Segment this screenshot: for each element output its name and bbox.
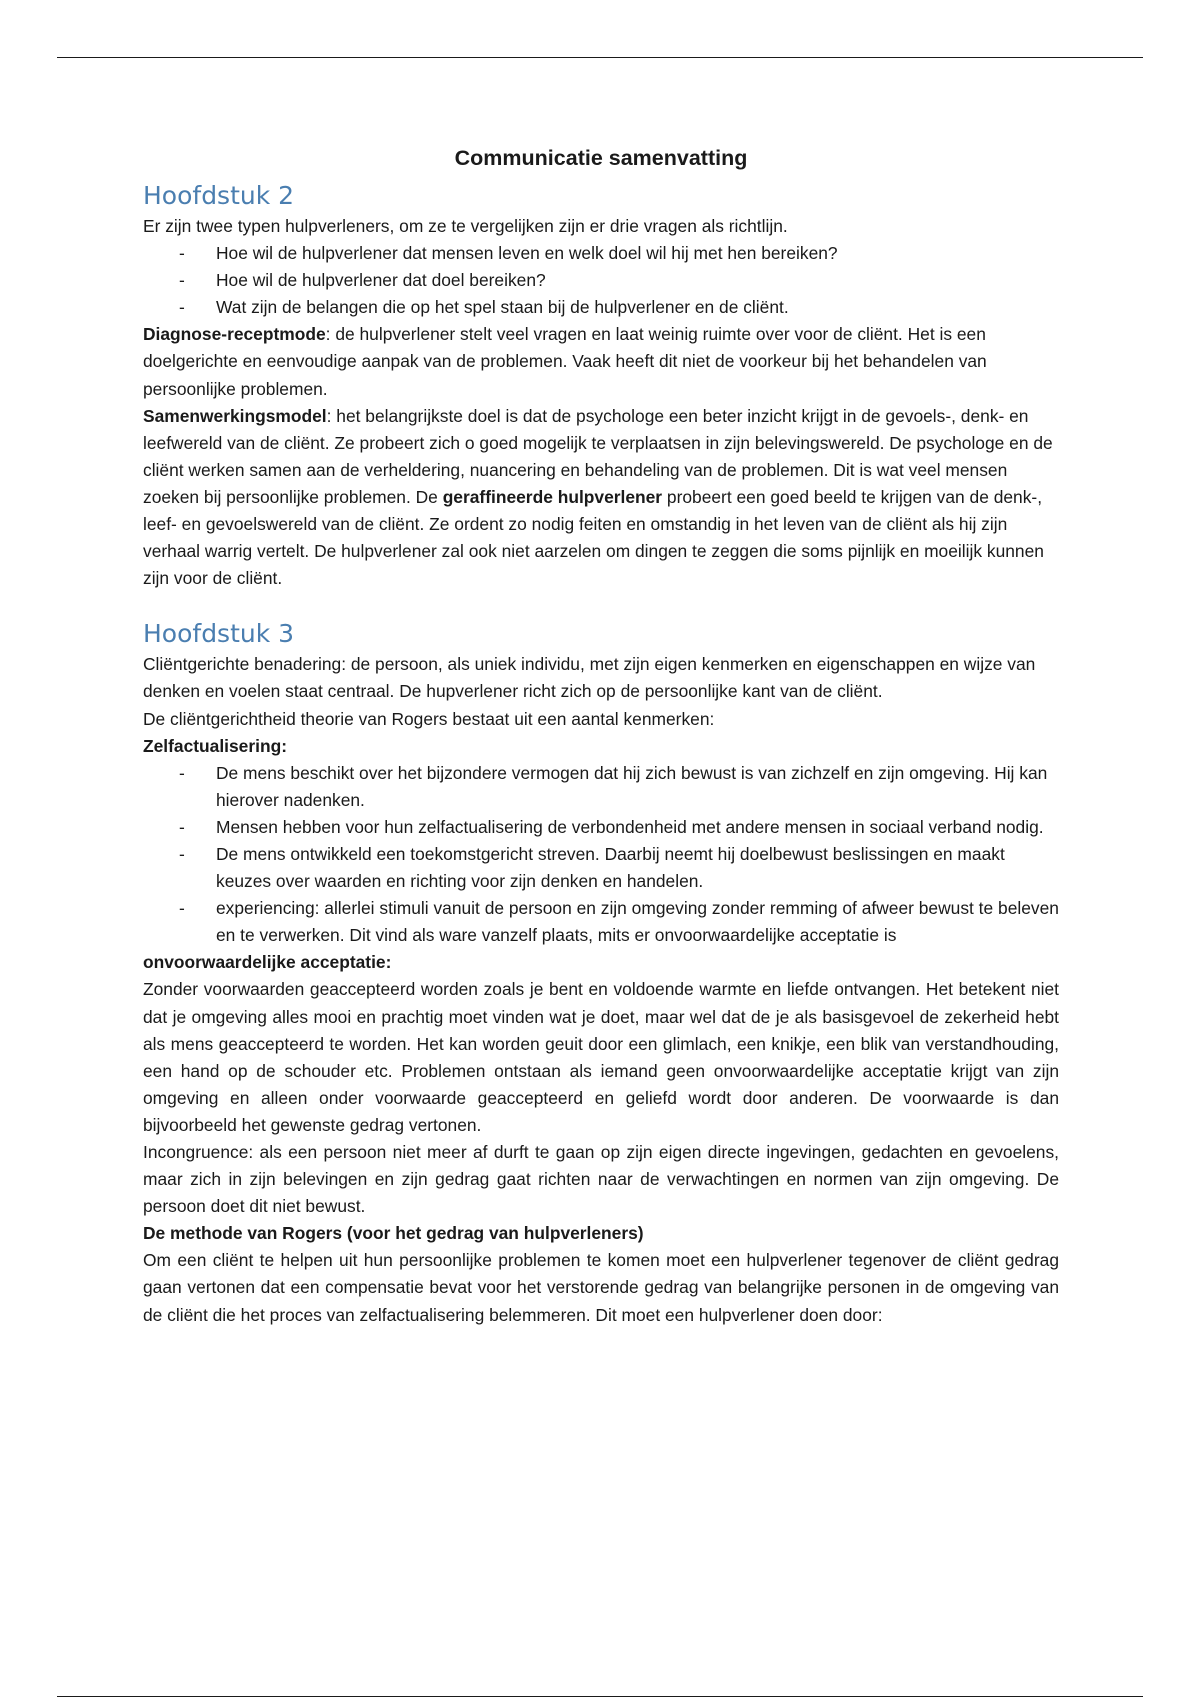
- acceptatie-paragraph: Zonder voorwaarden geaccepteerd worden zoals je bent en voldoende warmte en liefde ontvangen. Het betekent niet dat je omgeving alles mooi en prachtig moet vinden wat je doet, maar wel dat de je als basisgevoel de zekerheid hebt als mens geaccepteerd te worden. Het kan worden geuit door een glimlach, een knikje, een blik van verstandhouding, een hand op de schouder etc. Problemen ontstaan als iemand geen onvoorwaardelijke acceptatie krijgt van zijn omgeving en alleen onder voorwaarde geaccepteerd en geliefd wordt door anderen. De voorwaarde is dan bijvoorbeeld het gewenste gedrag vertonen.: [143, 979, 1059, 1135]
- list-item: [143, 267, 1059, 294]
- methode-paragraph: Om een cliënt te helpen uit hun persoonlijke problemen te komen moet een hulpverlener tegenover de cliënt gedrag gaan vertonen dat een compensatie bevat voor het verstorende gedrag van belangrijke personen in de omgeving van de cliënt die het proces van zelfactualisering belemmeren. Dit moet een hulpverlener doen door:: [143, 1250, 1059, 1325]
- methode-heading-text: De methode van Rogers (voor het gedrag van hulpverleners): [143, 1223, 644, 1244]
- list-item-text: experiencing: allerlei stimuli vanuit de persoon en zijn omgeving zonder remming of afweer bewust te beleven en te verwerken. Dit vind als ware vanzelf plaats, mits er onvoorwaardelijke acceptatie is: [216, 898, 1059, 946]
- chapter-2-intro: Er zijn twee typen hulpverleners, om ze te vergelijken zijn er drie vragen als richtlijn.: [143, 216, 788, 236]
- list-item-text: De mens ontwikkeld een toekomstgericht streven. Daarbij neemt hij doelbewust beslissingen en maakt keuzes over waarden en richting voor zijn denken en handelen.: [216, 843, 1005, 892]
- diagnose-text: : de hulpverlener stelt veel vragen en laat weinig ruimte over voor de cliënt. Het is een doelgerichte en eenvoudige aanpak van de problemen. Vaak heeft dit niet de voorkeur bij het behandelen van persoonlijke problemen.: [143, 324, 987, 399]
- geraffineerd-term: geraffineerde hulpverlener: [442, 486, 663, 507]
- dash-bullet: -: [179, 270, 185, 291]
- dash-bullet: -: [179, 762, 185, 783]
- footer-rule: [57, 1696, 1143, 1697]
- zelfactualisering-heading-text: Zelfactualisering:: [143, 735, 287, 756]
- dash-bullet: -: [179, 243, 185, 264]
- acceptatie-heading-text: onvoorwaardelijke acceptatie:: [143, 952, 392, 973]
- list-item-text: Hoe wil de hulpverlener dat doel bereiken?: [216, 270, 546, 291]
- geraffineerd-text: probeert een goed beeld te krijgen van de denk-, leef- en gevoelswereld van de cliënt. Ze ordent zo nodig feiten en omstandig in het leven van de cliënt als hij zijn verhaal warrig vertelt. De hulpverlener zal ook niet aarzelen om dingen te zeggen die soms pijnlijk en moeilijk kunnen zijn voor de cliënt.: [143, 486, 1044, 589]
- incongruence-paragraph: Incongruence: als een persoon niet meer af durft te gaan op zijn eigen directe ingevingen, gedachten en gevoelens, maar zich in zijn belevingen en zijn gedrag gaat richten naar de verwachtingen en normen van zijn omgeving. De persoon doet dit niet bewust.: [143, 1142, 1059, 1217]
- samenwerking-text: : het belangrijkste doel is dat de psychologe een beter inzicht krijgt in de gevoels-, denk- en leefwereld van de cliënt. Ze probeert zich o goed mogelijk te verplaatsen in zijn belevingswereld. De psychologe en de cliënt werken samen aan de verheldering, nuancering en behandeling van de problemen. Dit is wat veel mensen zoeken bij persoonlijke problemen. De: [143, 405, 1053, 507]
- list-item-text: Hoe wil de hulpverlener dat mensen leven en welk doel wil hij met hen bereiken?: [216, 243, 838, 264]
- list-item: [143, 294, 1059, 321]
- dash-bullet: -: [179, 898, 185, 919]
- zelfactualisering-heading: [143, 733, 1059, 760]
- chapter-2-heading: Hoofdstuk 2: [143, 181, 295, 210]
- samenwerking-term: Samenwerkingsmodel: [143, 405, 327, 426]
- chapter-2-section: [143, 179, 1059, 592]
- methode-heading: [143, 1220, 1059, 1247]
- zelfactualisering-list: [143, 760, 1059, 950]
- chapter-2-question-list: [143, 240, 1059, 321]
- list-item: [143, 814, 1059, 841]
- dash-bullet: -: [179, 297, 185, 318]
- list-item-text: Mensen hebben voor hun zelfactualisering de verbondenheid met andere mensen in sociaal verband nodig.: [216, 816, 1044, 837]
- list-item-text: De mens beschikt over het bijzondere vermogen dat hij zich bewust is van zichzelf en zijn omgeving. Hij kan hierover nadenken.: [216, 762, 1048, 810]
- document-title: Communicatie samenvatting: [454, 146, 748, 170]
- chapter-3-heading: Hoofdstuk 3: [143, 619, 295, 649]
- clientgericht-paragraph: Cliëntgerichte benadering: de persoon, als uniek individu, met zijn eigen kenmerken en eigenschappen en wijze van denken en voelen staat centraal. De hupverlener richt zich op de persoonlijke kant van de cliënt.: [143, 654, 1036, 702]
- document-body: [143, 143, 1059, 1329]
- list-item: [143, 841, 1059, 895]
- samenwerking-paragraph: [143, 403, 1059, 593]
- dash-bullet: -: [179, 816, 185, 837]
- list-item: [143, 760, 1059, 814]
- list-item: [143, 240, 1059, 267]
- rogers-intro: De cliëntgerichtheid theorie van Rogers bestaat uit een aantal kenmerken:: [143, 708, 715, 729]
- diagnose-paragraph: [143, 321, 1059, 402]
- header-rule: [57, 57, 1143, 58]
- dash-bullet: -: [179, 843, 185, 864]
- list-item-text: Wat zijn de belangen die op het spel staan bij de hulpverlener en de cliënt.: [216, 297, 789, 318]
- diagnose-term: Diagnose-receptmode: [143, 324, 326, 345]
- list-item: [143, 895, 1059, 949]
- acceptatie-heading: [143, 949, 1059, 976]
- chapter-3-section: [143, 617, 1059, 1328]
